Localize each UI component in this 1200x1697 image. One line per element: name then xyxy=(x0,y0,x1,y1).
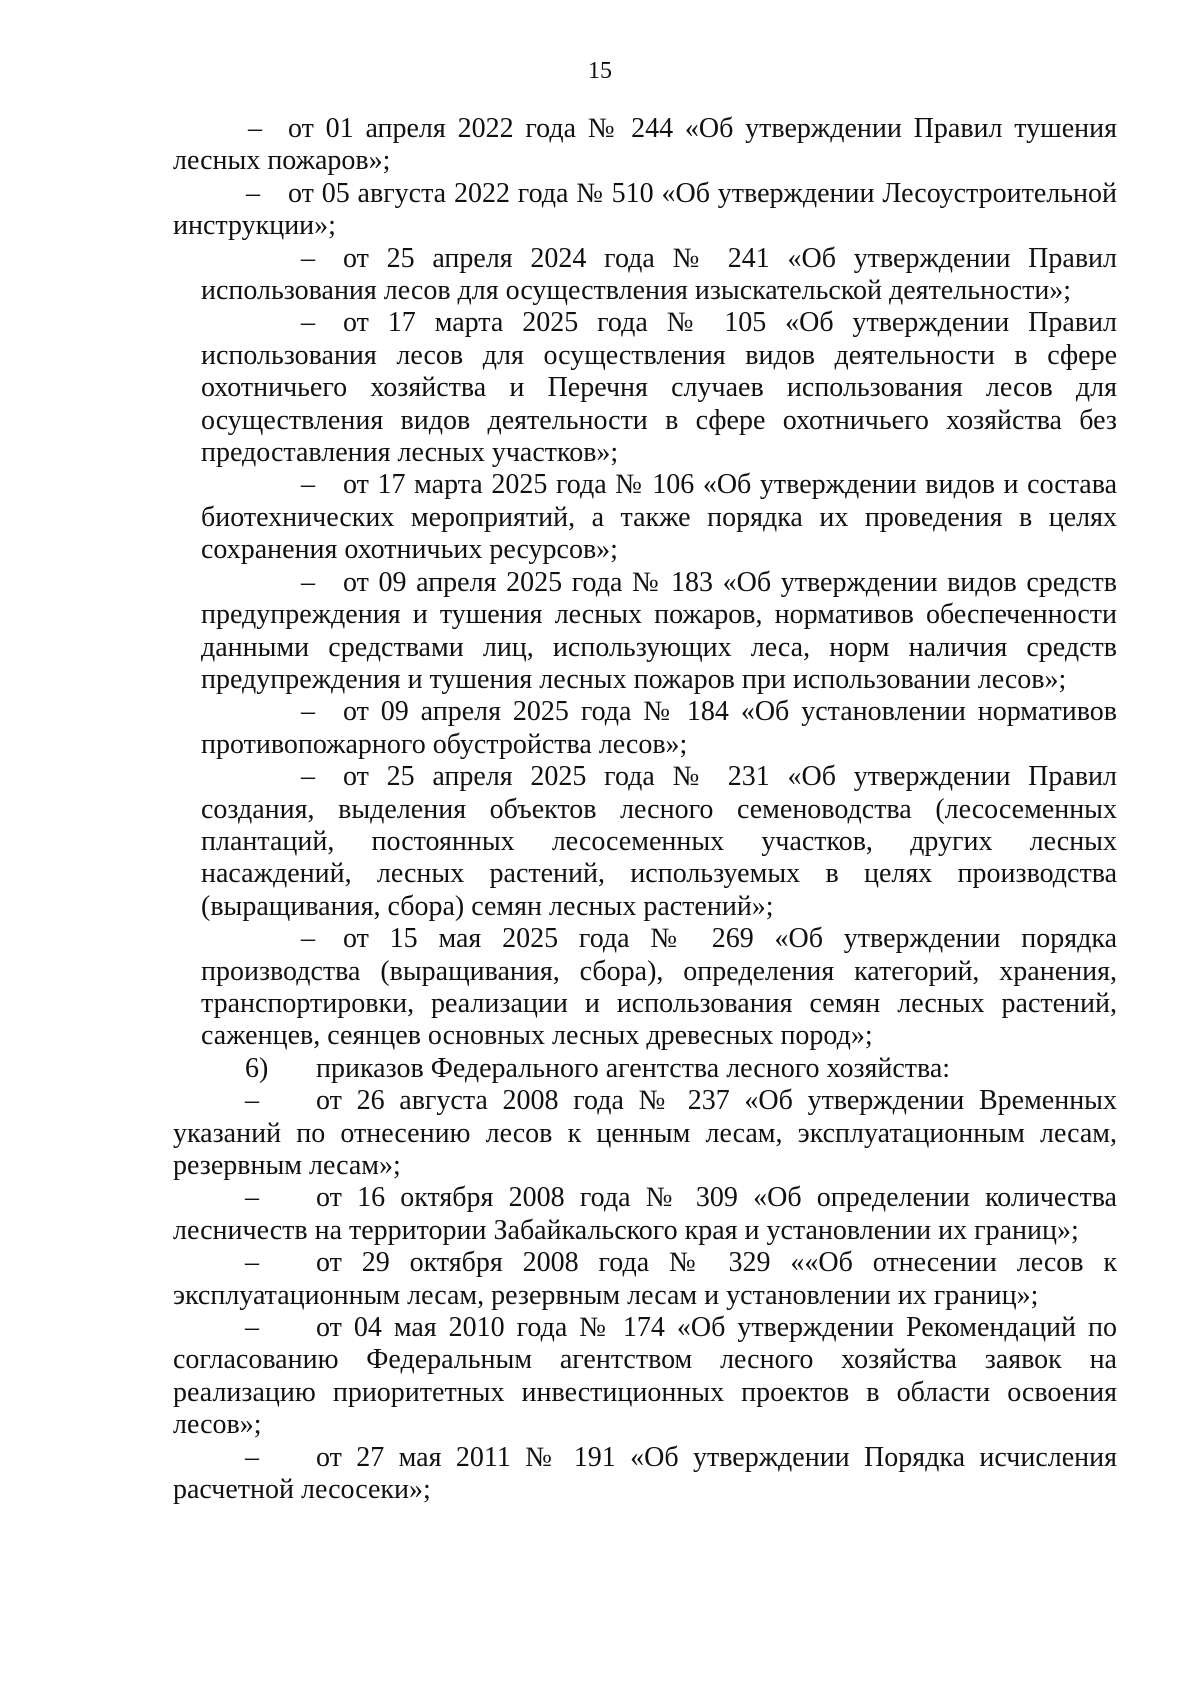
list-item-text: от 29 октября 2008 года № 329 ««Об отнесении лесов к эксплуатационным лесам, резервным лесам и установлении их границ»; xyxy=(173,1247,1117,1311)
list-dash: – xyxy=(245,1247,259,1279)
list-dash: – xyxy=(301,923,315,955)
list-item xyxy=(201,696,1117,761)
list-item xyxy=(173,1182,1117,1247)
list-item-text: от 25 апреля 2024 года № 241 «Об утверждении Правил использования лесов для осуществления изыскательской деятельности»; xyxy=(201,242,1117,307)
list-item-text: от 09 апреля 2025 года № 183 «Об утверждении видов средств предупреждения и тушения лесных пожаров, нормативов обеспеченности данными средствами лиц, использующих леса, норм наличия средств предупреждения и тушения лесных пожаров при использовании лесов»; xyxy=(201,566,1117,695)
list-item-text: от 27 мая 2011 № 191 «Об утверждении Порядка исчисления расчетной лесосеки»; xyxy=(173,1441,1117,1506)
document-body xyxy=(0,113,1200,1506)
list-item-text: от 15 мая 2025 года № 269 «Об утверждении порядка производства (выращивания, сбора), определения категорий, хранения, транспортировки, реализации и использования семян лесных растений, саженцев, сеянцев основных лесных древесных пород»; xyxy=(201,923,1117,1052)
list-item xyxy=(201,243,1117,308)
list-item-text: от 01 апреля 2022 года № 244 «Об утверждении Правил тушения лесных пожаров»; xyxy=(173,113,1117,177)
list-item-text: от 05 августа 2022 года № 510 «Об утверждении Лесоустроительной инструкции»; xyxy=(173,177,1117,242)
page-number: 15 xyxy=(588,58,612,84)
list-item-text: от 04 мая 2010 года № 174 «Об утверждении Рекомендаций по согласованию Федеральным агентством лесного хозяйства заявок на реализацию приоритетных инвестиционных проектов в области освоения лесов»; xyxy=(173,1312,1117,1441)
list-item xyxy=(173,1247,1117,1312)
list-dash: – xyxy=(245,1085,259,1117)
list-dash: – xyxy=(246,177,260,209)
enumerated-item xyxy=(173,1053,1117,1085)
list-dash: – xyxy=(301,242,315,274)
list-dash: – xyxy=(245,1312,259,1344)
list-dash: – xyxy=(301,696,315,728)
list-item-text: от 26 августа 2008 года № 237 «Об утверждении Временных указаний по отнесению лесов к ценным лесам, эксплуатационным лесам, резервным лесам»; xyxy=(173,1085,1117,1181)
list-item xyxy=(201,761,1117,923)
enumerated-item-text: приказов Федерального агентства лесного хозяйства: xyxy=(316,1052,951,1084)
list-dash: – xyxy=(301,761,315,793)
list-item-text: от 17 марта 2025 года № 106 «Об утверждении видов и состава биотехнических мероприятий, а также порядка их проведения в целях сохранения охотничьих ресурсов»; xyxy=(201,469,1117,566)
list-dash: – xyxy=(245,1441,259,1473)
list-item xyxy=(173,178,1117,243)
list-item-text: от 25 апреля 2025 года № 231 «Об утверждении Правил создания, выделения объектов лесного семеноводства (лесосеменных плантаций, постоянных лесосеменных участков, других лесных насаждений, лесных растений, используемых в целях производства (выращивания, сбора) семян лесных растений»; xyxy=(201,761,1117,922)
list-item xyxy=(201,469,1117,566)
list-item xyxy=(173,113,1117,178)
list-item xyxy=(201,923,1117,1053)
list-dash: – xyxy=(245,1182,259,1214)
list-dash: – xyxy=(248,113,262,144)
list-item xyxy=(173,1442,1117,1507)
list-dash: – xyxy=(301,307,315,339)
list-item xyxy=(173,1312,1117,1442)
list-item-text: от 17 марта 2025 года № 105 «Об утверждении Правил использования лесов для осуществления видов деятельности в сфере охотничьего хозяйства и Перечня случаев использования лесов для осуществления видов деятельности в сфере охотничьего хозяйства без предоставления лесных участков»; xyxy=(201,307,1117,469)
list-item xyxy=(201,307,1117,469)
item-number: 6) xyxy=(245,1052,269,1084)
list-item xyxy=(201,567,1117,697)
list-item xyxy=(173,1085,1117,1182)
list-dash: – xyxy=(301,566,315,598)
list-dash: – xyxy=(301,469,315,501)
list-item-text: от 09 апреля 2025 года № 184 «Об установлении нормативов противопожарного обустройства лесов»; xyxy=(201,696,1117,760)
list-item-text: от 16 октября 2008 года № 309 «Об определении количества лесничеств на территории Забайкальского края и установлении их границ»; xyxy=(173,1182,1117,1246)
